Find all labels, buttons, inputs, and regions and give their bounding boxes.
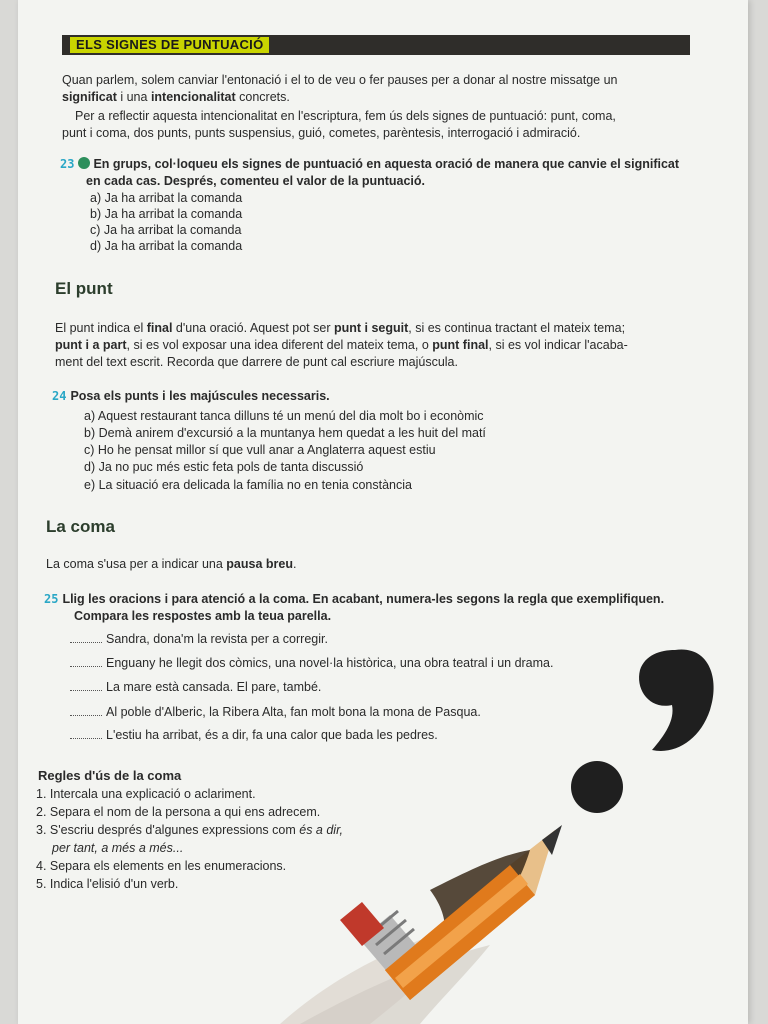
list-item: e) La situació era delicada la família no en tenia constància bbox=[84, 478, 412, 492]
punt-line-3: ment del text escrit. Recorda que darrere de punt cal escriure majúscula. bbox=[55, 355, 458, 369]
sentence-text: Sandra, dona'm la revista per a corregir. bbox=[106, 632, 328, 646]
sentence-text: Al poble d'Alberic, la Ribera Alta, fan molt bona la mona de Pasqua. bbox=[106, 705, 481, 719]
intro-line-4: punt i coma, dos punts, punts suspensius, guió, cometes, parèntesis, interrogació i admiració. bbox=[62, 126, 581, 140]
keyword-final: final bbox=[146, 321, 173, 335]
rule-item: 5. Indica l'elisió d'un verb. bbox=[36, 877, 179, 891]
sentence-text: La mare està cansada. El pare, també. bbox=[106, 680, 322, 694]
keyword-significat: significat bbox=[62, 90, 117, 104]
group-work-icon bbox=[78, 157, 90, 169]
punt-line-1-c: d'una oració. Aquest pot ser bbox=[172, 321, 334, 335]
keyword-punt-final: punt final bbox=[432, 338, 489, 352]
rule-item-3-italic: és a dir, bbox=[299, 823, 344, 837]
intro-line-3: Per a reflectir aquesta intencionalitat en l'escriptura, fem ús dels signes de puntuació: punt, coma, bbox=[75, 109, 616, 123]
intro-line-2 bbox=[62, 89, 290, 106]
rule-item: 2. Separa el nom de la persona a qui ens adrecem. bbox=[36, 805, 321, 819]
punt-line-1 bbox=[55, 320, 625, 337]
intro-line-1: Quan parlem, solem canviar l'entonació i el to de veu o fer pauses per a donar al nostre missatge un bbox=[62, 73, 618, 87]
keyword-intencionalitat: intencionalitat bbox=[150, 90, 236, 104]
exercise-23-number: 23 bbox=[60, 157, 75, 171]
punt-line-2 bbox=[55, 337, 628, 354]
dot-shape bbox=[571, 761, 623, 813]
heading-el-punt: El punt bbox=[55, 279, 113, 298]
sentence-text: Enguany he llegit dos còmics, una novel·la històrica, una obra teatral i un drama. bbox=[106, 656, 554, 670]
exercise-23-prompt bbox=[60, 156, 679, 173]
list-item: d) Ja no puc més estic feta pols de tanta discussió bbox=[84, 460, 364, 474]
answer-blank[interactable] bbox=[70, 738, 102, 739]
answer-blank[interactable] bbox=[70, 666, 102, 667]
coma-line-1-a: La coma s'usa per a indicar una bbox=[46, 557, 227, 571]
keyword-punt-i-seguit: punt i seguit bbox=[333, 321, 409, 335]
list-item: c) Ho he pensat millor sí que vull anar a Anglaterra aquest estiu bbox=[84, 443, 436, 457]
exercise-23-prompt-line-1: En grups, col·loqueu els signes de puntuació en aquesta oració de manera que canvie el significat bbox=[93, 157, 680, 171]
semicolon-pencil-illustration bbox=[280, 640, 750, 1024]
exercise-25-prompt bbox=[44, 591, 664, 608]
rule-item: 1. Intercala una explicació o aclariment. bbox=[36, 787, 256, 801]
exercise-25-prompt-line-1: Llig les oracions i para atenció a la coma. En acabant, numera-les segons la regla que exemplifiquen. bbox=[62, 592, 665, 606]
coma-line-1 bbox=[46, 556, 296, 573]
list-item: d) Ja ha arribat la comanda bbox=[90, 239, 243, 253]
rule-item: 4. Separa els elements en les enumeracions. bbox=[36, 859, 287, 873]
comma-shape bbox=[639, 650, 714, 751]
keyword-punt-i-a-part: punt i a part bbox=[55, 338, 127, 352]
punt-line-1-e: , si es continua tractant el mateix tema; bbox=[408, 321, 626, 335]
punt-line-2-b: , si es vol exposar una idea diferent del mateix tema, o bbox=[126, 338, 433, 352]
list-item: b) Demà anirem d'excursió a la muntanya hem quedat a les huit del matí bbox=[84, 426, 486, 440]
keyword-pausa-breu: pausa breu bbox=[226, 557, 293, 571]
coma-line-1-c: . bbox=[292, 557, 297, 571]
rule-item-3-text: 3. S'escriu després d'algunes expressions com bbox=[36, 823, 300, 837]
exercise-25-number: 25 bbox=[44, 592, 59, 606]
sentence-text: L'estiu ha arribat, és a dir, fa una calor que bada les pedres. bbox=[106, 728, 438, 742]
answer-blank[interactable] bbox=[70, 690, 102, 691]
punt-line-1-a: El punt indica el bbox=[55, 321, 147, 335]
exercise-23-prompt-line-2: en cada cas. Després, comenteu el valor de la puntuació. bbox=[86, 174, 426, 188]
list-item: a) Ja ha arribat la comanda bbox=[90, 191, 243, 205]
heading-la-coma: La coma bbox=[46, 517, 115, 536]
punt-line-2-d: , si es vol indicar l'acaba- bbox=[488, 338, 628, 352]
list-item: c) Ja ha arribat la comanda bbox=[90, 223, 242, 237]
list-item: a) Aquest restaurant tanca dilluns té un menú del dia molt bo i econòmic bbox=[84, 409, 484, 423]
exercise-24-number: 24 bbox=[52, 389, 67, 403]
exercise-25-prompt-line-2: Compara les respostes amb la teua parella. bbox=[74, 609, 332, 623]
section-title: ELS SIGNES DE PUNTUACIÓ bbox=[70, 37, 269, 53]
list-item: b) Ja ha arribat la comanda bbox=[90, 207, 243, 221]
answer-blank[interactable] bbox=[70, 715, 102, 716]
rules-title: Regles d'ús de la coma bbox=[38, 768, 182, 783]
exercise-24-prompt bbox=[52, 388, 330, 405]
rule-item-3-continuation: per tant, a més a més... bbox=[52, 841, 184, 855]
intro-line-2-text: i una bbox=[116, 90, 151, 104]
answer-blank[interactable] bbox=[70, 642, 102, 643]
exercise-24-prompt-text: Posa els punts i les majúscules necessaris. bbox=[70, 389, 330, 403]
intro-line-2-end: concrets. bbox=[235, 90, 290, 104]
